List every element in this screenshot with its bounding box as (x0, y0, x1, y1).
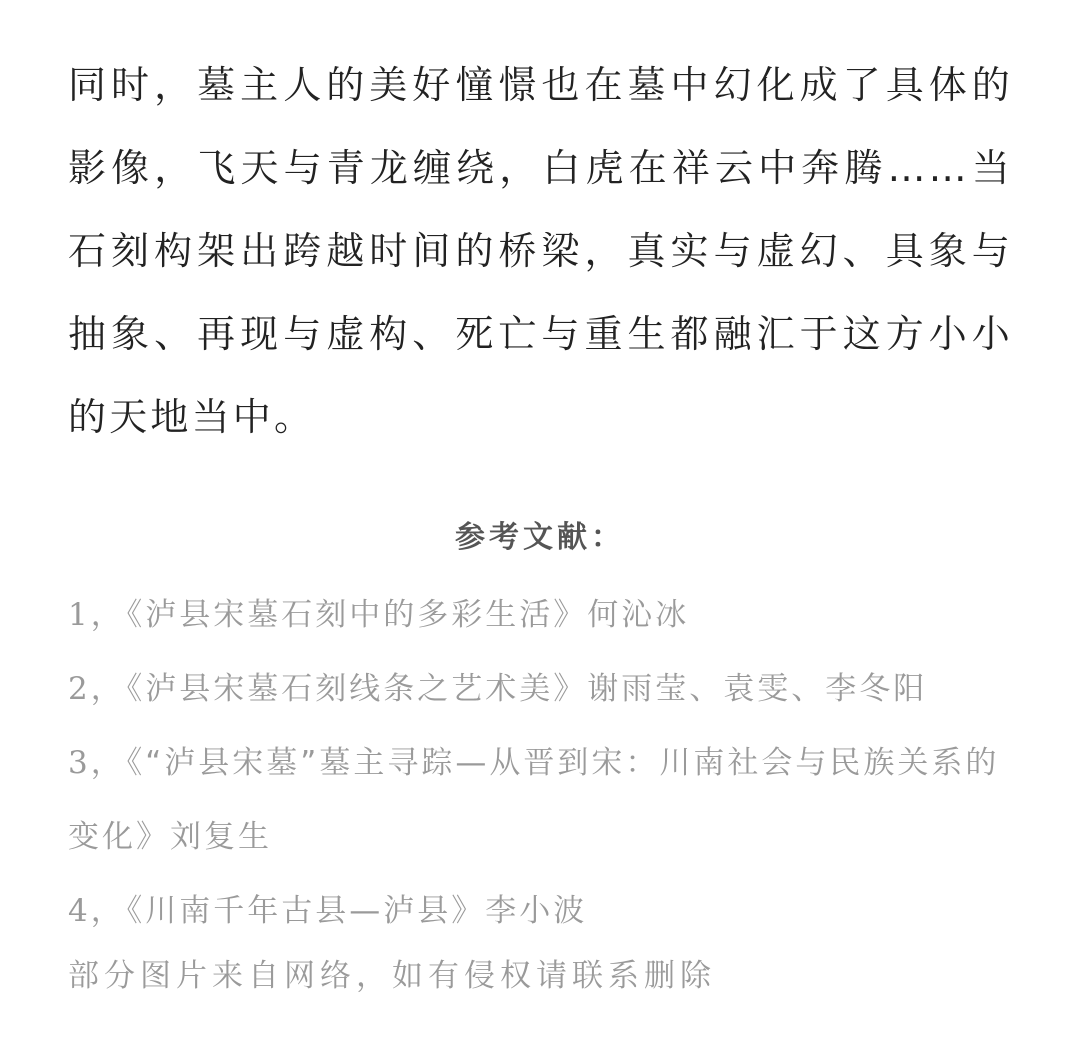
reference-number: 3， (68, 745, 125, 781)
reference-text: 《泸县宋墓石刻线条之艺术美》谢雨莹、袁雯、李冬阳 (126, 671, 928, 707)
reference-item (68, 726, 1013, 874)
reference-number: 4， (68, 893, 125, 929)
references-list (68, 578, 1013, 948)
reference-number: 1， (68, 597, 125, 633)
reference-text: 《“泸县宋墓”墓主寻踪—从晋到宋：川南社会与民族关系的变化》刘复生 (68, 745, 1000, 855)
reference-item (68, 652, 1013, 726)
reference-text: 《川南千年古县—泸县》李小波 (126, 893, 588, 929)
references-heading: 参考文献： (455, 520, 625, 555)
reference-text: 《泸县宋墓石刻中的多彩生活》何沁冰 (126, 597, 690, 633)
body-paragraph: 同时，墓主人的美好憧憬也在墓中幻化成了具体的影像，飞天与青龙缠绕，白虎在祥云中奔腾……当石刻构架出跨越时间的桥梁，真实与虚幻、具象与抽象、再现与虚构、死亡与重生都融汇于这方小小的天地当中。 (68, 63, 1013, 439)
reference-item (68, 874, 1013, 948)
copyright-note: 部分图片来自网络，如有侵权请联系删除 (68, 958, 716, 994)
reference-item (68, 578, 1013, 652)
reference-number: 2， (68, 671, 125, 707)
